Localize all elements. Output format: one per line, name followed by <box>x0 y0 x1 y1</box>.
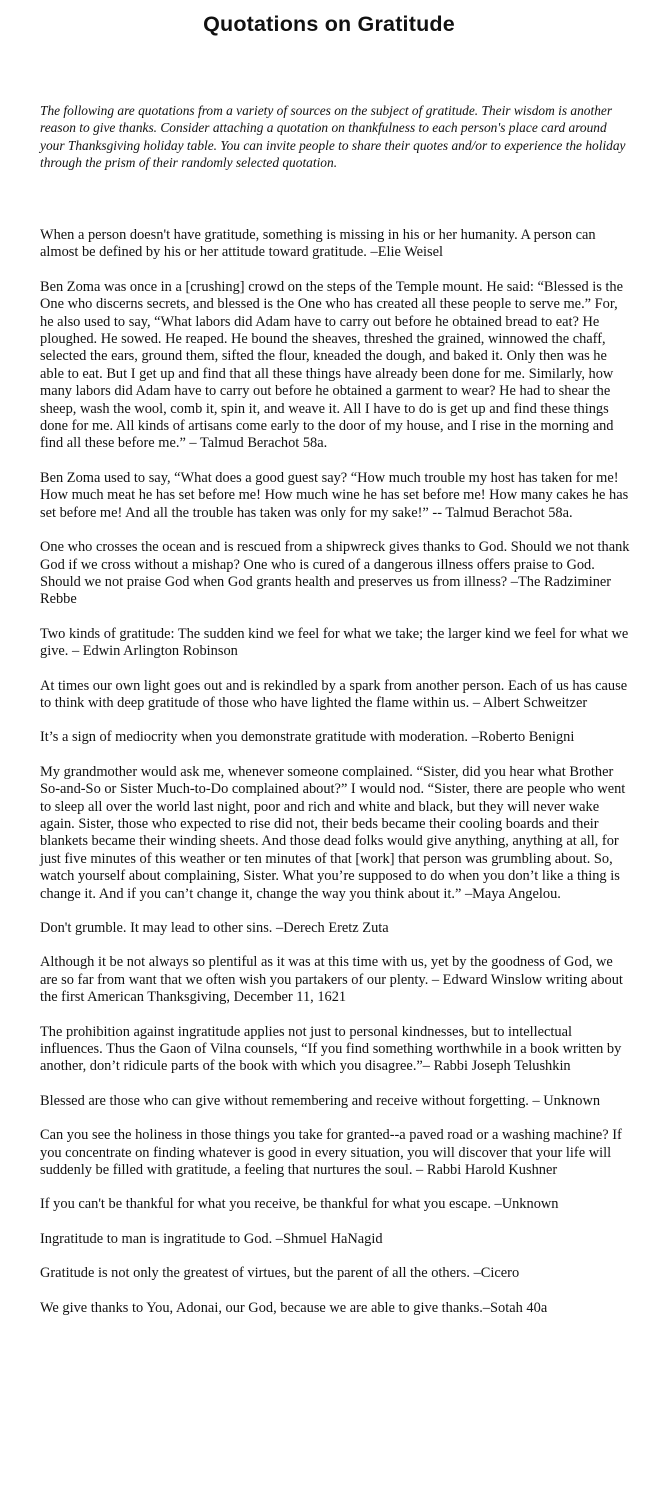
quote-radziminer-rebbe: One who crosses the ocean and is rescued from a shipwreck gives thanks to God. Should we not thank God if we cross without a mishap? One who is cured of a dangerous illness offers praise to God. Should we not praise God when God grants health and preserves us from illness? –The Radziminer Rebbe <box>40 539 630 608</box>
quote-unknown-thankful: If you can't be thankful for what you receive, be thankful for what you escape. –Unknown <box>40 1196 559 1213</box>
quote-unknown-blessed: Blessed are those who can give without remembering and receive without forgetting. – Unknown <box>40 1092 601 1109</box>
quote-cicero: Gratitude is not only the greatest of virtues, but the parent of all the others. –Cicero <box>40 1265 520 1282</box>
quote-ben-zoma-good-guest: Ben Zoma used to say, “What does a good guest say? “How much trouble my host has taken for me! How much meat he has set before me! How much wine he has set before me! How many cakes he has set before me! And all the trouble has taken was only for my sake!” -- Talmud Berachot 58a. <box>40 469 629 521</box>
quote-shmuel-hanagid: Ingratitude to man is ingratitude to God. –Shmuel HaNagid <box>40 1230 383 1247</box>
quote-elie-weisel: When a person doesn't have gratitude, something is missing in his or her humanity. A person can almost be defined by his or her attitude toward gratitude. –Elie Weisel <box>40 227 596 261</box>
quote-edward-winslow: Although it be not always so plentiful as it was at this time with us, yet by the goodness of God, we are so far from want that we often wish you partakers of our plenty. – Edward Winslow writing about the first American Thanksgiving, December 11, 1621 <box>40 954 623 1006</box>
quotation-list <box>40 227 632 1317</box>
quote-derech-eretz-zuta: Don't grumble. It may lead to other sins. –Derech Eretz Zuta <box>40 920 389 936</box>
quote-sotah-40a: We give thanks to You, Adonai, our God, because we are able to give thanks.–Sotah 40a <box>40 1299 548 1316</box>
intro-paragraph: The following are quotations from a variety of sources on the subject of gratitude. Their wisdom is another reason to give thanks. Consider attaching a quotation on thankfulness to each person's place card around your Thanksgiving holiday table. You can invite people to share their quotes and/or to experience the holiday through the prism of their randomly selected quotation. <box>40 103 626 170</box>
quote-maya-angelou: My grandmother would ask me, whenever someone complained. “Sister, did you hear what Brother So-and-So or Sister Much-to-Do complained about?” I would nod. “Sister, there are people who went to sleep all over the world last night, poor and rich and white and black, but they will never wake again. Sister, those who expected to rise did not, their beds became their cooling boards and their blankets became their winding sheets. And those dead folks would give anything, anything at all, for just five minutes of this weather or ten minutes of that [work] that person was grumbling about. So, watch yourself about complaining, Sister. What you’re supposed to do when you don’t like a thing is change it. And if you can’t change it, change the way you think about it.” –Maya Angelou. <box>40 763 626 902</box>
quote-albert-schweitzer: At times our own light goes out and is rekindled by a spark from another person. Each of us has cause to think with deep gratitude of those who have lighted the flame within us. – Albert Schweitzer <box>40 677 628 711</box>
quote-joseph-telushkin: The prohibition against ingratitude applies not just to personal kindnesses, but to intellectual influences. Thus the Gaon of Vilna counsels, “If you find something worthwhile in a book written by another, don’t ridicule parts of the book with which you disagree.”– Rabbi Joseph Telushkin <box>40 1023 622 1075</box>
quote-roberto-benigni: It’s a sign of mediocrity when you demonstrate gratitude with moderation. –Roberto Benigni <box>40 729 575 746</box>
quote-edwin-arlington-robinson: Two kinds of gratitude: The sudden kind we feel for what we take; the larger kind we feel for what we give. – Edwin Arlington Robinson <box>40 625 629 660</box>
document-title: Quotations on Gratitude <box>203 12 455 36</box>
quote-ben-zoma-temple-mount: Ben Zoma was once in a [crushing] crowd on the steps of the Temple mount. He said: “Blessed is the One who discerns secrets, and blessed is the One who has created all these people to serve me.” For, he also used to say, “What labors did Adam have to carry out before he obtained bread to eat? He ploughed. He sowed. He reaped. He bound the sheaves, threshed the grained, winnowed the chaff, selected the ears, ground them, sifted the flour, kneaded the dough, and baked it. Only then was he able to eat. But I get up and find that all these things have already been done for me. Similarly, how many labors did Adam have to carry out before he obtained a garment to wear? He had to shear the sheep, wash the wool, comb it, spin it, and weave it. All I have to do is get up and find these things done for me. All kinds of artisans come early to the door of my house, and I rise in the morning and find all these before me.” – Talmud Berachot 58a. <box>40 278 624 452</box>
quote-harold-kushner: Can you see the holiness in those things you take for granted--a paved road or a washing machine? If you concentrate on finding whatever is good in every situation, you will discover that your life will suddenly be filled with gratitude, a feeling that nurtures the soul. – Rabbi Harold Kushner <box>40 1127 622 1179</box>
